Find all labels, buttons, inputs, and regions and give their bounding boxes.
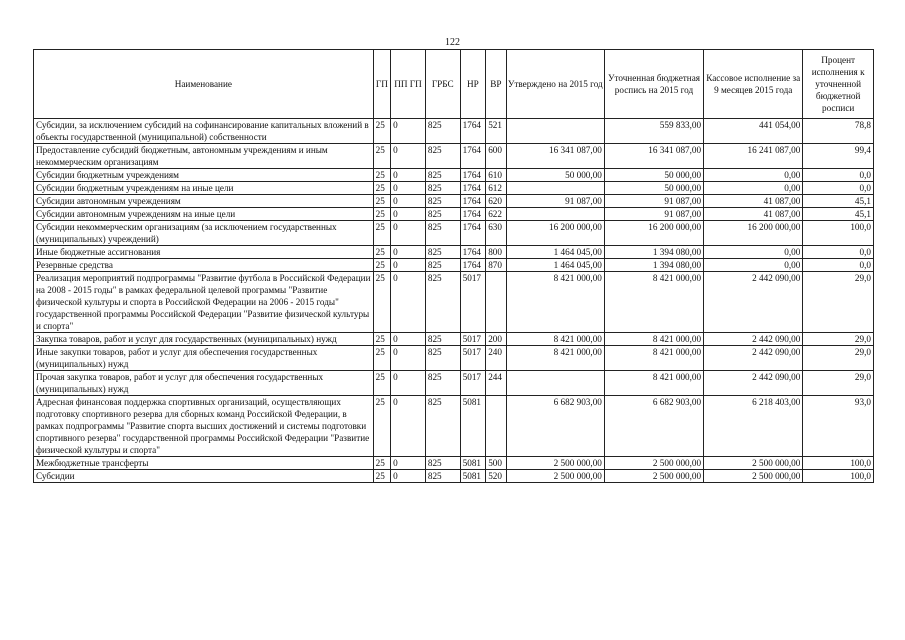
cell-cash: 16 241 087,00 [704,144,803,169]
cell-vr: 620 [486,195,506,208]
cell-cash: 0,00 [704,169,803,182]
cell-name: Субсидии автономным учреждениям на иные цели [34,208,374,221]
cell-nr: 1764 [460,221,486,246]
table-row [34,272,874,333]
table-row [34,195,874,208]
cell-gp: 25 [373,208,390,221]
cell-name: Реализация мероприятий подпрограммы "Развитие футбола в Российской Федерации на 2008 - 2015 годы" в рамках федеральной целевой программы "Развитие физической культуры и спорта в Российской Федерации на 2006 - 2015 годы" государственной программы Российской Федерации "Развитие физической культуры и спорта" [34,272,374,333]
cell-name: Межбюджетные трансферты [34,457,374,470]
cell-gp: 25 [373,259,390,272]
header-percent: Процент исполнения к уточненной бюджетной росписи [803,50,874,119]
table-row [34,119,874,144]
header-vr: ВР [486,50,506,119]
cell-vr [486,272,506,333]
cell-name: Субсидии бюджетным учреждениям [34,169,374,182]
cell-grbs: 825 [425,119,460,144]
header-approved: Утверждено на 2015 год [506,50,604,119]
header-revised: Уточненная бюджетная роспись на 2015 год [604,50,703,119]
cell-approved: 16 341 087,00 [506,144,604,169]
cell-vr: 240 [486,346,506,371]
cell-ppgp: 0 [391,208,426,221]
cell-revised: 91 087,00 [604,208,703,221]
cell-name: Иные закупки товаров, работ и услуг для обеспечения государственных (муниципальных) нужд [34,346,374,371]
cell-revised: 8 421 000,00 [604,346,703,371]
cell-nr: 5017 [460,333,486,346]
cell-percent: 100,0 [803,221,874,246]
cell-nr: 5081 [460,396,486,457]
cell-percent: 100,0 [803,470,874,483]
cell-name: Субсидии [34,470,374,483]
cell-vr: 610 [486,169,506,182]
cell-grbs: 825 [425,221,460,246]
header-cash: Кассовое исполнение за 9 месяцев 2015 года [704,50,803,119]
cell-revised: 50 000,00 [604,182,703,195]
cell-revised: 16 200 000,00 [604,221,703,246]
cell-cash: 41 087,00 [704,195,803,208]
cell-revised: 8 421 000,00 [604,371,703,396]
cell-grbs: 825 [425,208,460,221]
cell-vr: 521 [486,119,506,144]
cell-percent: 29,0 [803,272,874,333]
table-row [34,169,874,182]
cell-vr: 870 [486,259,506,272]
table-row [34,333,874,346]
cell-approved: 8 421 000,00 [506,272,604,333]
cell-gp: 25 [373,119,390,144]
cell-nr: 5017 [460,272,486,333]
cell-ppgp: 0 [391,457,426,470]
cell-revised: 16 341 087,00 [604,144,703,169]
cell-cash: 41 087,00 [704,208,803,221]
table-row [34,208,874,221]
table-row [34,371,874,396]
cell-name: Адресная финансовая поддержка спортивных организаций, осуществляющих подготовку спортивного резерва для сборных команд Российской Федерации, в рамках подпрограммы "Развитие спорта высших достижений и системы подготовки спортивного резерва" государственной программы Российской Федерации "Развитие физической культуры и спорта" [34,396,374,457]
cell-gp: 25 [373,195,390,208]
cell-nr: 1764 [460,169,486,182]
cell-percent: 0,0 [803,259,874,272]
cell-cash: 0,00 [704,182,803,195]
cell-vr: 600 [486,144,506,169]
cell-name: Субсидии автономным учреждениям [34,195,374,208]
cell-vr: 800 [486,246,506,259]
cell-percent: 45,1 [803,208,874,221]
cell-percent: 45,1 [803,195,874,208]
cell-name: Прочая закупка товаров, работ и услуг для обеспечения государственных (муниципальных) нужд [34,371,374,396]
cell-nr: 5017 [460,371,486,396]
cell-approved [506,182,604,195]
cell-approved: 16 200 000,00 [506,221,604,246]
cell-gp: 25 [373,221,390,246]
cell-grbs: 825 [425,371,460,396]
cell-grbs: 825 [425,259,460,272]
cell-nr: 1764 [460,195,486,208]
cell-grbs: 825 [425,333,460,346]
cell-name: Субсидии некоммерческим организациям (за исключением государственных (муниципальных) учреждений) [34,221,374,246]
cell-ppgp: 0 [391,221,426,246]
cell-cash: 2 442 090,00 [704,333,803,346]
cell-percent: 78,8 [803,119,874,144]
cell-revised: 8 421 000,00 [604,333,703,346]
cell-approved: 6 682 903,00 [506,396,604,457]
cell-gp: 25 [373,371,390,396]
cell-nr: 5081 [460,457,486,470]
cell-revised: 91 087,00 [604,195,703,208]
cell-nr: 1764 [460,119,486,144]
cell-revised: 8 421 000,00 [604,272,703,333]
page-number: 122 [445,37,460,48]
cell-ppgp: 0 [391,119,426,144]
cell-name: Субсидии бюджетным учреждениям на иные цели [34,182,374,195]
cell-approved [506,371,604,396]
cell-revised: 2 500 000,00 [604,457,703,470]
cell-vr: 520 [486,470,506,483]
cell-revised: 2 500 000,00 [604,470,703,483]
cell-nr: 1764 [460,259,486,272]
cell-cash: 2 500 000,00 [704,457,803,470]
cell-gp: 25 [373,396,390,457]
cell-grbs: 825 [425,195,460,208]
cell-cash: 0,00 [704,259,803,272]
cell-name: Субсидии, за исключением субсидий на софинансирование капитальных вложений в объекты государственной (муниципальной) собственности [34,119,374,144]
table-row [34,396,874,457]
cell-approved: 1 464 045,00 [506,246,604,259]
cell-approved: 2 500 000,00 [506,457,604,470]
cell-approved [506,119,604,144]
cell-name: Предоставление субсидий бюджетным, автономным учреждениям и иным некоммерческим организациям [34,144,374,169]
cell-grbs: 825 [425,169,460,182]
header-name: Наименование [34,50,374,119]
cell-vr [486,396,506,457]
header-gp: ГП [373,50,390,119]
cell-gp: 25 [373,457,390,470]
cell-vr: 622 [486,208,506,221]
cell-cash: 6 218 403,00 [704,396,803,457]
cell-ppgp: 0 [391,259,426,272]
cell-ppgp: 0 [391,272,426,333]
table-row [34,457,874,470]
cell-grbs: 825 [425,144,460,169]
cell-approved: 1 464 045,00 [506,259,604,272]
cell-grbs: 825 [425,272,460,333]
cell-ppgp: 0 [391,182,426,195]
cell-approved [506,208,604,221]
cell-approved: 8 421 000,00 [506,346,604,371]
cell-cash: 2 500 000,00 [704,470,803,483]
cell-ppgp: 0 [391,169,426,182]
cell-cash: 16 200 000,00 [704,221,803,246]
cell-approved: 2 500 000,00 [506,470,604,483]
cell-percent: 0,0 [803,182,874,195]
cell-ppgp: 0 [391,195,426,208]
cell-cash: 2 442 090,00 [704,346,803,371]
cell-percent: 29,0 [803,333,874,346]
cell-revised: 1 394 080,00 [604,246,703,259]
table-row [34,346,874,371]
cell-approved: 8 421 000,00 [506,333,604,346]
cell-approved: 91 087,00 [506,195,604,208]
cell-vr: 200 [486,333,506,346]
cell-grbs: 825 [425,246,460,259]
cell-name: Резервные средства [34,259,374,272]
cell-vr: 500 [486,457,506,470]
cell-percent: 29,0 [803,346,874,371]
cell-vr: 612 [486,182,506,195]
cell-percent: 93,0 [803,396,874,457]
budget-table [33,49,874,483]
cell-revised: 559 833,00 [604,119,703,144]
header-nr: НР [460,50,486,119]
header-ppgp: ПП ГП [391,50,426,119]
table-row [34,470,874,483]
cell-vr: 630 [486,221,506,246]
header-row [34,50,874,119]
cell-name: Закупка товаров, работ и услуг для государственных (муниципальных) нужд [34,333,374,346]
cell-nr: 1764 [460,144,486,169]
cell-gp: 25 [373,246,390,259]
cell-percent: 99,4 [803,144,874,169]
cell-cash: 2 442 090,00 [704,371,803,396]
cell-grbs: 825 [425,346,460,371]
table-body [34,119,874,483]
table-row [34,259,874,272]
table-row [34,221,874,246]
cell-grbs: 825 [425,457,460,470]
cell-percent: 100,0 [803,457,874,470]
cell-ppgp: 0 [391,470,426,483]
cell-nr: 5017 [460,346,486,371]
cell-gp: 25 [373,169,390,182]
cell-name: Иные бюджетные ассигнования [34,246,374,259]
table-row [34,182,874,195]
cell-nr: 5081 [460,470,486,483]
cell-vr: 244 [486,371,506,396]
cell-percent: 0,0 [803,246,874,259]
cell-cash: 0,00 [704,246,803,259]
cell-gp: 25 [373,333,390,346]
cell-gp: 25 [373,272,390,333]
header-grbs: ГРБС [425,50,460,119]
cell-revised: 50 000,00 [604,169,703,182]
cell-grbs: 825 [425,396,460,457]
cell-nr: 1764 [460,182,486,195]
cell-nr: 1764 [460,246,486,259]
cell-ppgp: 0 [391,396,426,457]
cell-ppgp: 0 [391,346,426,371]
table-row [34,246,874,259]
cell-ppgp: 0 [391,144,426,169]
cell-percent: 29,0 [803,371,874,396]
cell-grbs: 825 [425,470,460,483]
table-row [34,144,874,169]
cell-revised: 1 394 080,00 [604,259,703,272]
cell-percent: 0,0 [803,169,874,182]
cell-gp: 25 [373,346,390,371]
cell-cash: 2 442 090,00 [704,272,803,333]
cell-ppgp: 0 [391,371,426,396]
cell-ppgp: 0 [391,333,426,346]
cell-nr: 1764 [460,208,486,221]
cell-cash: 441 054,00 [704,119,803,144]
cell-gp: 25 [373,144,390,169]
cell-revised: 6 682 903,00 [604,396,703,457]
cell-gp: 25 [373,470,390,483]
cell-ppgp: 0 [391,246,426,259]
cell-gp: 25 [373,182,390,195]
cell-grbs: 825 [425,182,460,195]
cell-approved: 50 000,00 [506,169,604,182]
